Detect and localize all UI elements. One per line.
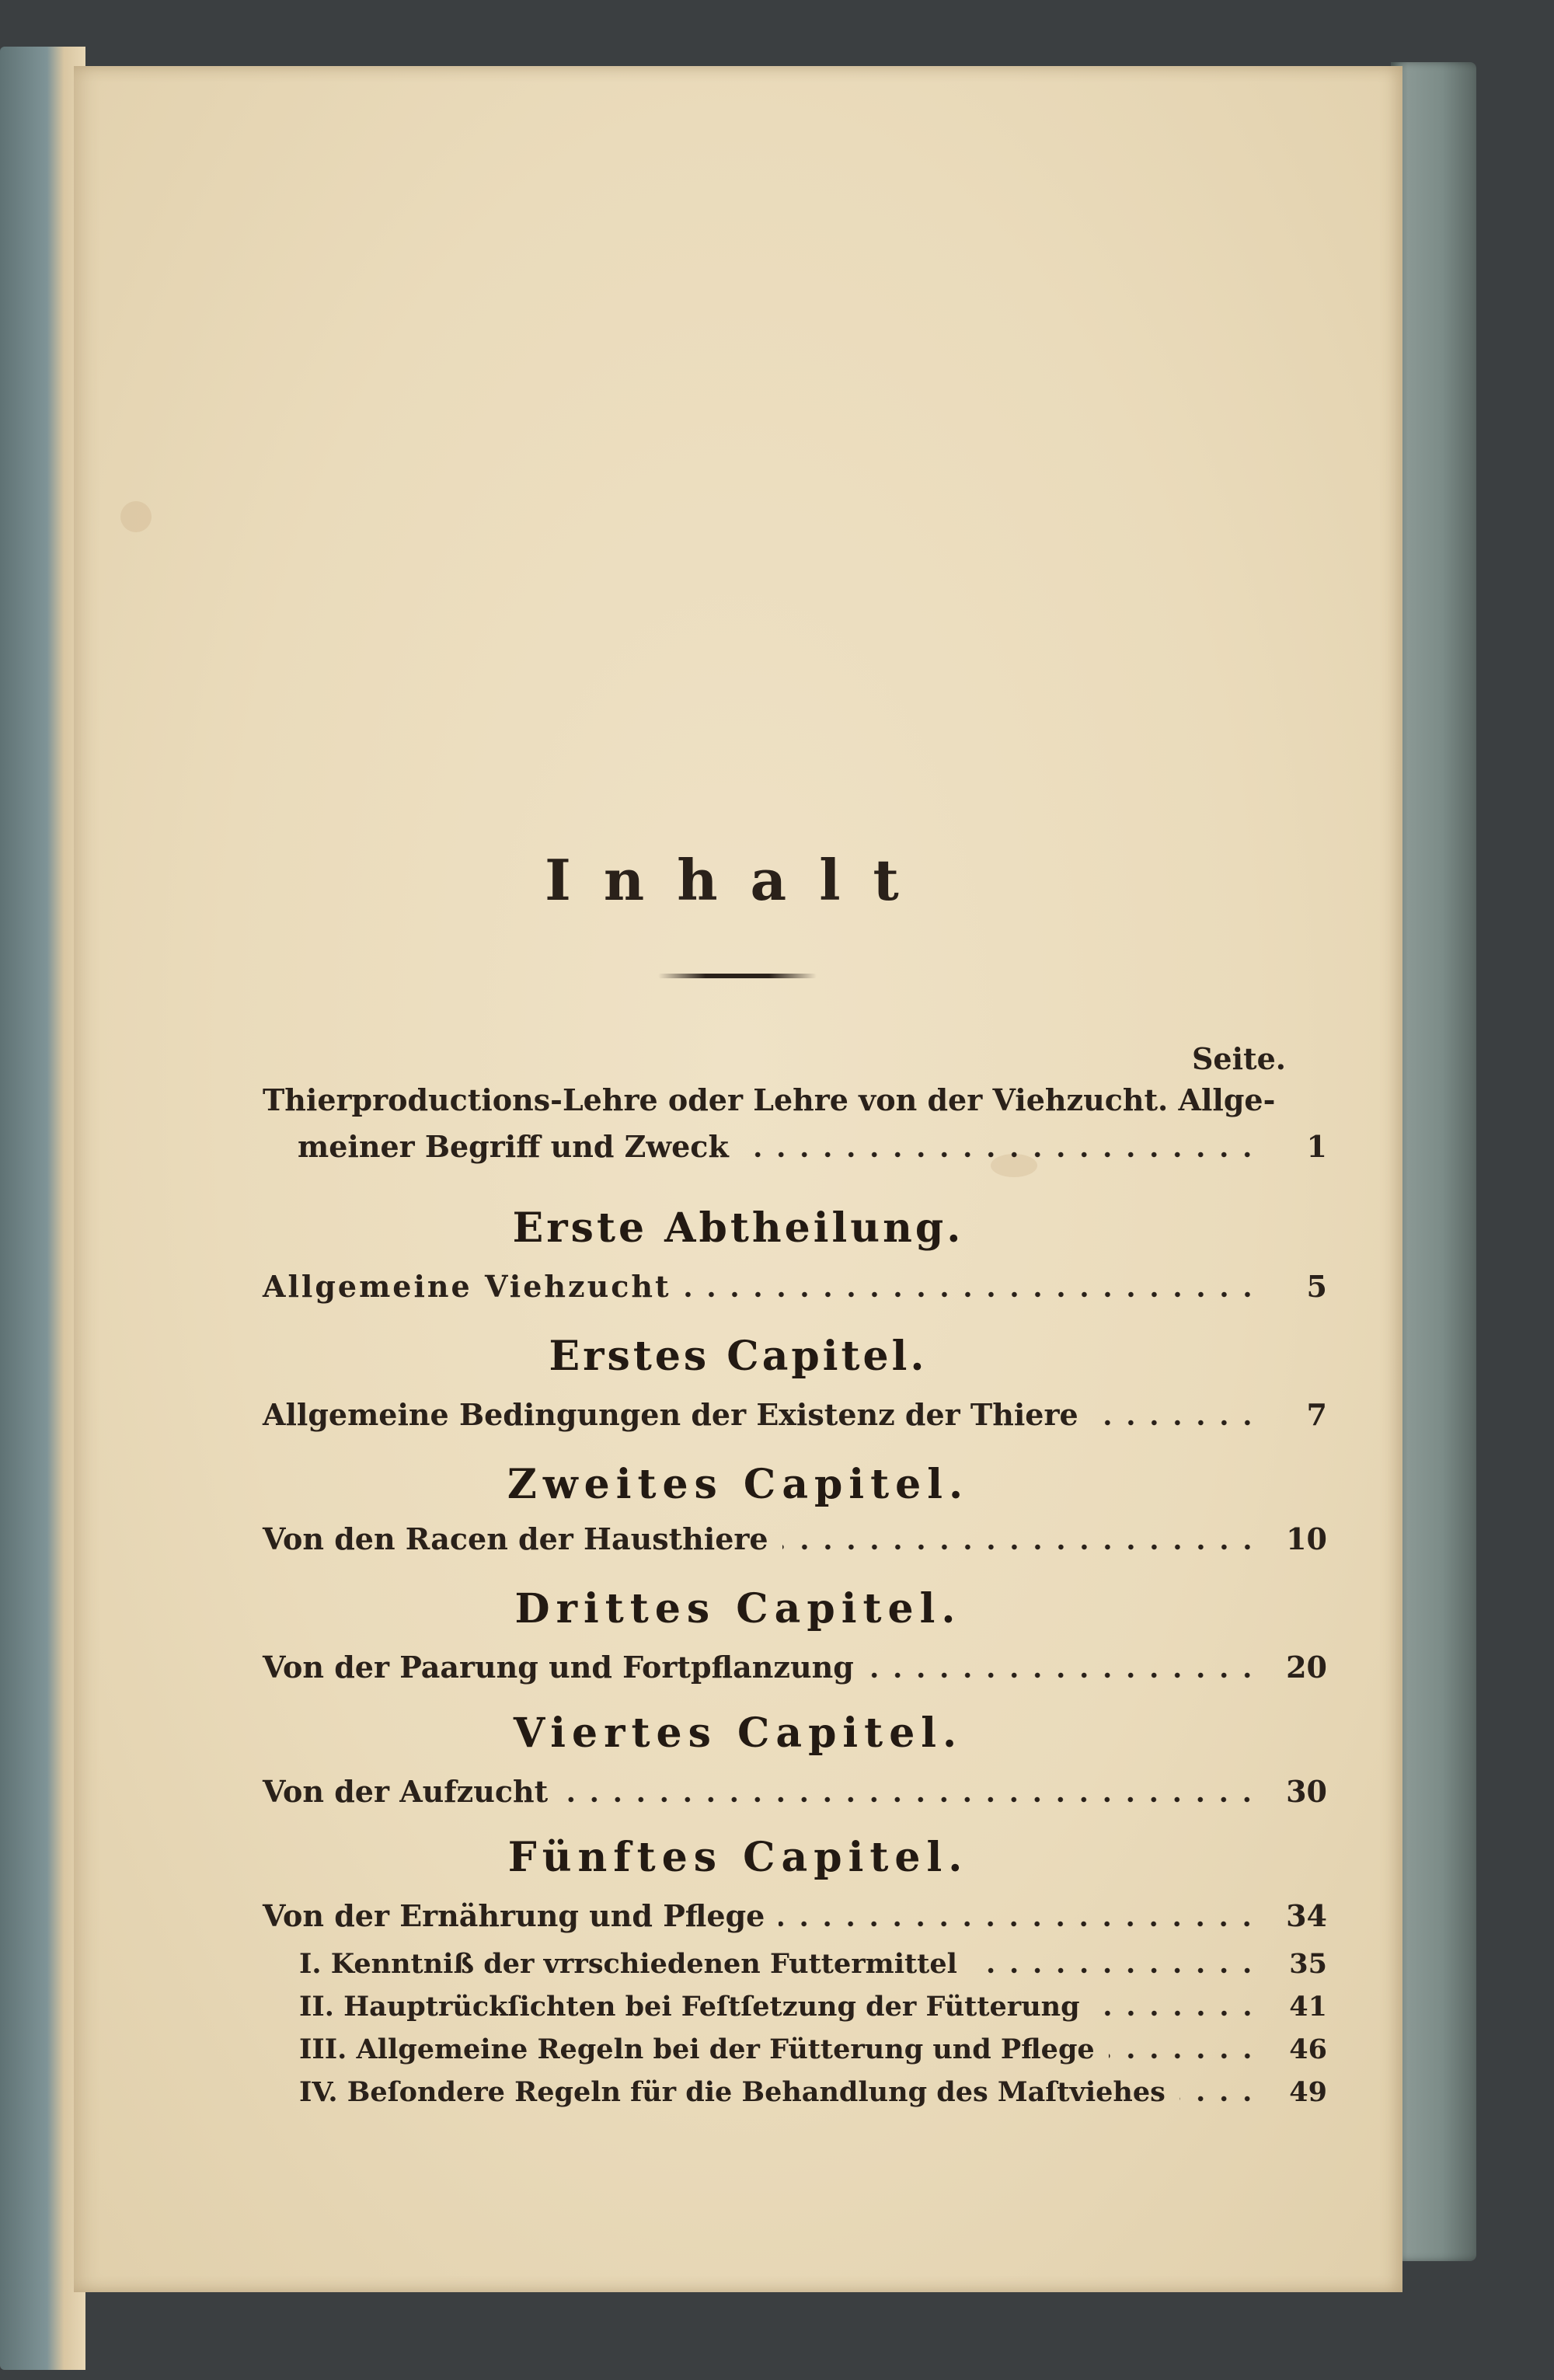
- leader-dots: [685, 1288, 1259, 1298]
- toc-entry: [298, 1127, 1327, 1164]
- chapter-heading: Fünftes Capitel.: [507, 1834, 969, 1881]
- leader-dots: [743, 1148, 1259, 1158]
- toc-page-number: 10: [1286, 1521, 1327, 1556]
- leader-dots: [971, 1964, 1259, 1974]
- toc-page-number: 35: [1289, 1948, 1327, 1980]
- title-divider: [658, 974, 817, 978]
- toc-entry-label: I. Kenntniß der vrrschiedenen Futtermittel: [299, 1948, 957, 1980]
- book-cover-right: [1391, 62, 1476, 2261]
- toc-entry: [263, 1896, 1327, 1933]
- chapter-heading: Zweites Capitel.: [507, 1461, 970, 1508]
- toc-entry-label: Von der Paarung und Fortpflanzung: [263, 1650, 854, 1685]
- leader-dots: [868, 1669, 1259, 1678]
- toc-entry: [263, 1395, 1327, 1432]
- toc-page-number: 7: [1306, 1397, 1327, 1432]
- paper-stain: [120, 501, 152, 532]
- toc-entry-label: meiner Begriff und Zweck: [298, 1129, 729, 1164]
- toc-entry: [263, 1519, 1327, 1556]
- toc-entry-label: Von der Aufzucht: [263, 1774, 549, 1809]
- toc-subentry: [299, 1943, 1327, 1980]
- toc-page-number: 46: [1289, 2033, 1327, 2065]
- chapter-heading: Viertes Capitel.: [513, 1709, 963, 1757]
- page-column-label: Seite.: [1191, 1041, 1286, 1076]
- toc-entry-label: IV. Beſondere Regeln für die Behandlung des Maſtviehes: [299, 2076, 1166, 2108]
- chapter-heading: Drittes Capitel.: [514, 1585, 962, 1633]
- toc-page-number: 1: [1306, 1129, 1327, 1164]
- chapter-heading: Erstes Capitel.: [549, 1333, 928, 1380]
- toc-entry-label: Von der Ernährung und Pflege: [263, 1898, 765, 1933]
- toc-page-number: 34: [1286, 1898, 1327, 1933]
- toc-page-number: 30: [1286, 1774, 1327, 1809]
- toc-entry: [263, 1647, 1327, 1685]
- book-spine-left: [0, 47, 85, 2370]
- toc-entry-label: Allgemeine Viehzucht: [263, 1269, 671, 1304]
- leader-dots: [562, 1793, 1259, 1803]
- toc-entry-label: II. Hauptrückſichten bei Feſtſetzung der Fütterung: [299, 1991, 1080, 2023]
- toc-entry-label: III. Allgemeine Regeln bei der Fütterung und Pflege: [299, 2033, 1095, 2065]
- leader-dots: [1092, 1417, 1259, 1426]
- toc-entry-label: Von den Racen der Hausthiere: [263, 1521, 768, 1556]
- toc-subentry: [299, 2028, 1327, 2065]
- leader-dots: [1179, 2093, 1259, 2102]
- toc-page-number: 49: [1289, 2076, 1327, 2108]
- toc-entry: [263, 1772, 1327, 1809]
- toc-page-number: 20: [1286, 1650, 1327, 1685]
- leader-dots: [1094, 2007, 1259, 2016]
- toc-subentry: [299, 1985, 1327, 2023]
- toc-entry: [263, 1080, 1327, 1117]
- toc-entry: [263, 1267, 1327, 1304]
- book-page: [74, 66, 1402, 2292]
- leader-dots: [1109, 2050, 1259, 2059]
- toc-entry-label: Allgemeine Bedingungen der Existenz der Thiere: [263, 1397, 1078, 1432]
- section-heading: Erste Abtheilung.: [512, 1204, 964, 1252]
- toc-entry-label: Thierproductions-Lehre oder Lehre von der Viehzucht. Allge-: [263, 1082, 1276, 1117]
- toc-subentry: [299, 2071, 1327, 2108]
- toc-page-number: 41: [1289, 1991, 1327, 2023]
- page-title: Inhalt: [545, 847, 932, 913]
- leader-dots: [782, 1541, 1259, 1550]
- toc-page-number: 5: [1306, 1269, 1327, 1304]
- leader-dots: [779, 1918, 1259, 1927]
